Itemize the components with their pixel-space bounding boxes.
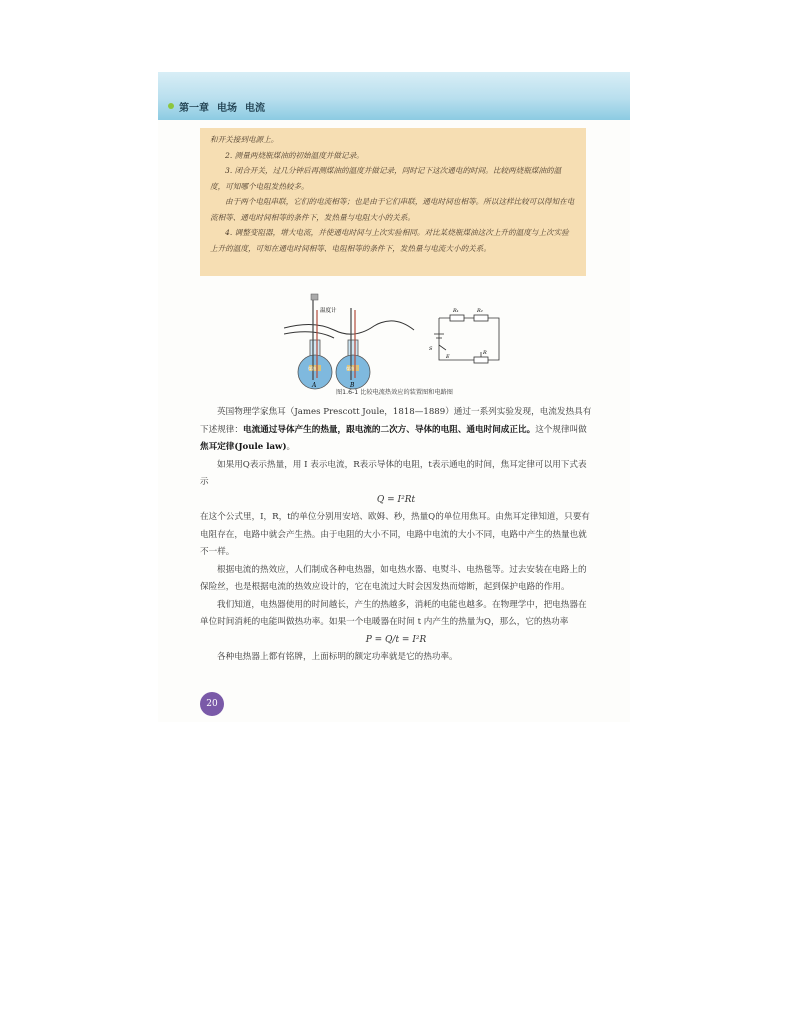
oil-label-a: 煤油 <box>308 366 316 371</box>
paragraph-joule <box>200 404 592 457</box>
oil-label-b: 煤油 <box>346 366 354 371</box>
r2-label: R₂ <box>477 308 483 314</box>
text-span: 这个规律叫做 <box>535 424 587 435</box>
paragraph: 我们知道，电热器使用的时间越长，产生的热越多，消耗的电能也越多。在物理学中，把电热器在单位时间消耗的电能叫做热功率。如果一个电暖器在时间 t 内产生的热量为Q，那么，它的热功率 <box>200 599 587 627</box>
body-text <box>200 404 592 667</box>
rheostat-label: R <box>483 350 487 356</box>
chapter-title-1: 电场 <box>217 102 237 114</box>
paragraph: 根据电流的热效应，人们制成各种电热器，如电热水器、电熨斗、电热毯等。过去安装在电路上的保险丝，也是根据电流的热效应设计的，它在电流过大时会因发热而熔断，起到保护电路的作用。 <box>200 564 587 592</box>
apparatus-figure <box>284 290 534 400</box>
paragraph: 如果用Q表示热量，用 I 表示电流，R表示导体的电阻，t表示通电的时间，焦耳定律可以用下式表示 <box>200 459 587 487</box>
chapter-header <box>168 96 265 116</box>
switch-label: S <box>429 346 433 352</box>
thermometer-label: 温度计 <box>320 308 337 314</box>
formula-joule: Q = I²Rt <box>376 494 416 505</box>
page-number: 20 <box>200 692 224 716</box>
bold-text: 电流通过导体产生的热量，跟电流的二次方、导体的电阻、通电时间成正比。 <box>242 424 536 435</box>
box-paragraph: 由于两个电阻串联，它们的电流相等；也是由于它们串联，通电时间也相等。所以这样比较可以得知在电流相等、通电时间相等的条件下，发热量与电阻大小的关系。 <box>210 197 575 222</box>
joule-law-term: 焦耳定律(Joule law) <box>200 442 287 452</box>
flask-a-label: A <box>312 382 317 389</box>
box-paragraph: 4. 调整变阻器，增大电流，并使通电时间与上次实验相同。对比某烧瓶煤油这次上升的温度与上次实验上升的温度，可知在通电时间相等、电阻相等的条件下，发热量与电流大小的关系。 <box>210 228 569 253</box>
text-span: 英国物理学家焦耳（James Prescott Joule，1818—1889）通过一系列实验发现，电流发热具有下述规律： <box>200 407 592 435</box>
paragraph: 在这个公式里，I，R，t的单位分别用安培、欧姆、秒，热量Q的单位用焦耳。由焦耳定律知道，只要有电阻存在，电路中就会产生热。由于电阻的大小不同，电路中电流的大小不同，电路中产生的热量也就不一样。 <box>200 512 590 557</box>
circuit-diagram <box>434 315 499 363</box>
battery-label: E <box>446 354 450 360</box>
bullet-icon <box>168 103 174 109</box>
box-paragraph: 和开关接到电源上。 <box>210 135 279 144</box>
flask-b-label: B <box>350 382 355 389</box>
box-paragraph: 3. 闭合开关，过几分钟后再测煤油的温度并做记录，同时记下这次通电的时间。比较两烧瓶煤油的温度，可知哪个电阻发热较多。 <box>210 166 562 191</box>
flask-b <box>336 308 370 389</box>
chapter-number: 第一章 <box>179 102 209 114</box>
paragraph: 各种电热器上都有铭牌，上面标明的额定功率就是它的热功率。 <box>217 652 458 662</box>
figure-caption: 图1.6-1 比较电流热效应的装置图和电路图 <box>336 389 453 396</box>
formula-power: P = Q/t = I²R <box>365 634 427 645</box>
chapter-title-2: 电流 <box>245 102 265 114</box>
experiment-box <box>200 128 586 276</box>
r1-label: R₁ <box>453 308 459 314</box>
text-span: 。 <box>286 442 296 452</box>
box-paragraph: 2. 测量两烧瓶煤油的初始温度并做记录。 <box>225 150 364 160</box>
